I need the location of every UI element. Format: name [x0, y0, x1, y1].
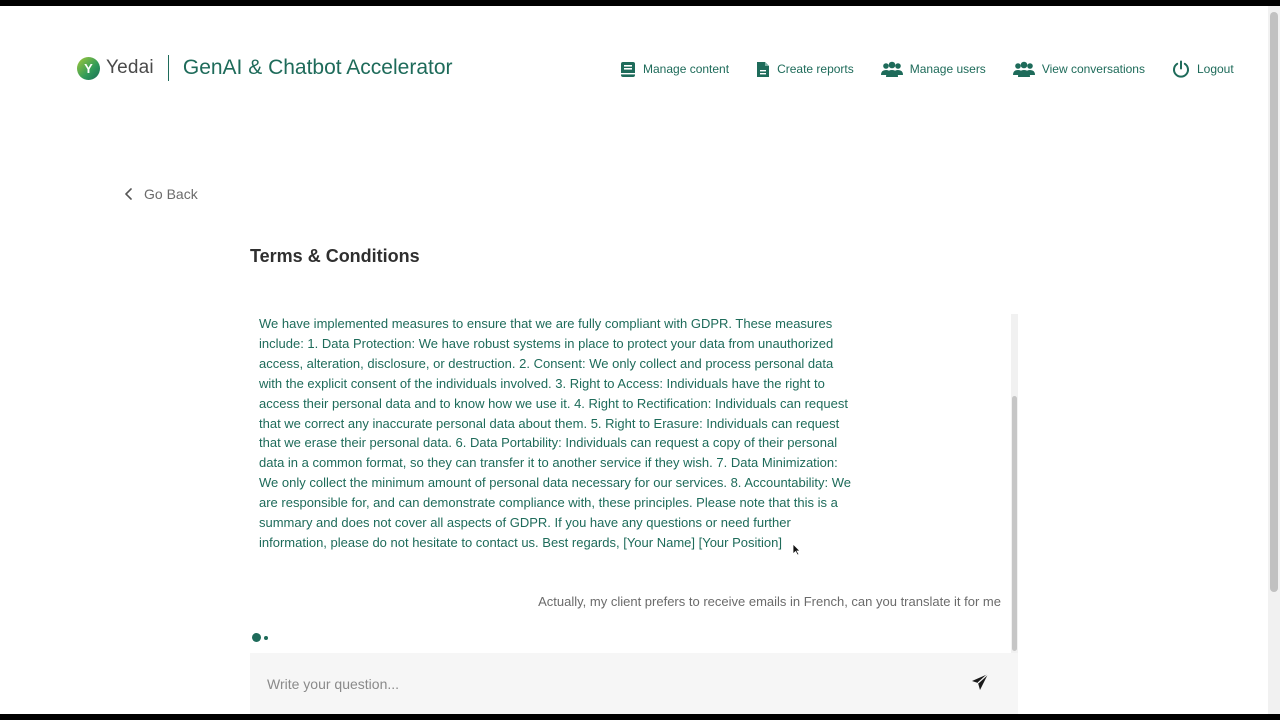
brand[interactable] [77, 55, 453, 81]
user-message: Actually, my client prefers to receive emails in French, can you translate it for me [538, 594, 1001, 609]
nav-label: Manage content [643, 62, 730, 76]
logo-wordmark: Yedai [106, 57, 154, 78]
document-icon [756, 61, 770, 78]
nav-label: Logout [1196, 62, 1234, 76]
users-icon [1013, 61, 1035, 78]
nav-logout[interactable] [1172, 60, 1234, 78]
chat-scrollbar-thumb[interactable] [1012, 396, 1017, 651]
go-back-label: Go Back [144, 186, 198, 202]
send-icon [971, 673, 989, 696]
typing-dot [252, 633, 261, 642]
chat-scrollbar[interactable] [1011, 314, 1018, 654]
nav-label: Manage users [909, 62, 986, 76]
yedai-logo-icon: Y [77, 57, 100, 80]
question-input[interactable] [250, 664, 960, 704]
nav-create-reports[interactable] [756, 61, 854, 78]
app-title: GenAI & Chatbot Accelerator [182, 56, 453, 79]
page-scrollbar[interactable] [1268, 6, 1280, 714]
power-icon [1172, 60, 1190, 78]
typing-indicator [252, 633, 268, 642]
book-icon [620, 61, 636, 78]
bot-message: We have implemented measures to ensure that we are fully compliant with GDPR. These measures include: 1. Data Protection: We have robust systems in place to protect your data from unauthorized access, alteration, disclosure, or destruction. 2. Consent: We only collect and process personal data with the explicit consent of the individuals involved. 3. Right to Access: Individuals have the right to access their personal data and to know how we use it. 4. Right to Rectification: Individuals can request that we correct any inaccurate personal data about them. 5. Right to Erasure: Individuals can request that we erase their personal data. 6. Data Portability: Individuals can request a copy of their personal data in a common format, so they can transfer it to another service if they wish. 7. Data Minimization: We only collect the minimum amount of personal data necessary for our services. 8. Accountability: We are responsible for, and can demonstrate compliance with, these principles. Please note that this is a summary and does not cover all aspects of GDPR. If you have any questions or need further information, please do not hesitate to contact us. Best regards, [Your Name] [Your Position] [259, 316, 852, 550]
chevron-left-icon [124, 187, 134, 201]
brand-divider [168, 55, 169, 81]
send-button[interactable] [960, 664, 1000, 704]
nav-label: Create reports [777, 62, 854, 76]
app-viewport [0, 6, 1268, 714]
chat-input-bar [250, 653, 1018, 714]
top-nav [620, 60, 1234, 78]
top-header [0, 6, 1268, 136]
typing-dot [264, 636, 268, 640]
nav-label: View conversations [1041, 62, 1145, 76]
go-back-link[interactable] [124, 186, 198, 202]
nav-view-conversations[interactable] [1013, 61, 1145, 78]
chat-panel[interactable] [250, 308, 1018, 654]
page-scrollbar-thumb[interactable] [1270, 12, 1278, 592]
nav-manage-users[interactable] [881, 61, 986, 78]
mouse-cursor-icon [792, 543, 801, 561]
nav-manage-content[interactable] [620, 61, 729, 78]
page-title: Terms & Conditions [250, 246, 420, 266]
users-icon [881, 61, 903, 78]
